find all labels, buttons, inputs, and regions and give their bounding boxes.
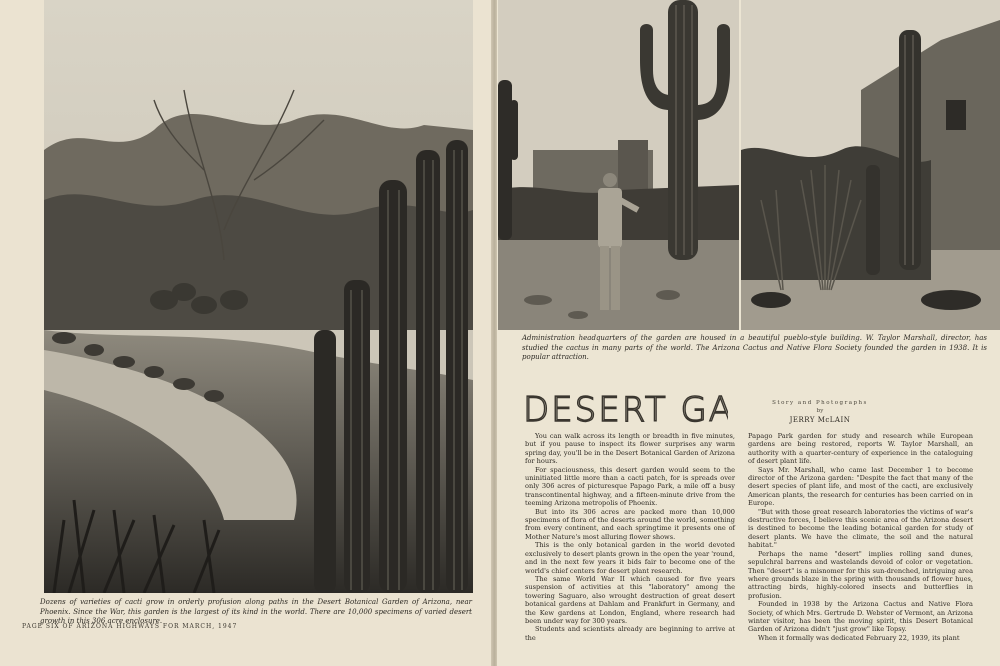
paragraph: Founded in 1938 by the Arizona Cactus and Native Flora Society, of which Mrs. Gertrude D. Webster of Vermont, an Arizona winter visitor, has been the moving spirit, this Desert Botanical Garden of Arizona didn't "just grow" like Topsy.	[748, 600, 973, 634]
article-title	[523, 385, 728, 429]
author-name: JERRY McLAIN	[789, 416, 851, 424]
paragraph: This is the only botanical garden in the world devoted exclusively to desert plants grown in the open the year 'round, and in the next few years it bids fair to become one of the world's chief centers for desert plant research.	[525, 541, 735, 575]
credit-by: by	[816, 408, 824, 414]
paragraph: Perhaps the name "desert" implies rolling sand dunes, sepulchral barrens and wastelands devoid of color or vegetation. Then "desert" is a misnomer for this sun-drenched, intriguing area where grounds blaze in the spring with thousands of flower hues, attracting birds, highly-colored insects and butterflies in profusion.	[748, 549, 973, 600]
paragraph: Students and scientists already are beginning to arrive at the	[525, 625, 735, 642]
paragraph: The same World War II which caused for five years suspension of activities at this "laboratory" among the towering Saguaro, also wrought destruction of great desert botanical gardens at Dahlam and Frankfurt in Germany, and the Kew gardens at London, England, where research had been under way for 300 years.	[525, 574, 735, 625]
paragraph: For spaciousness, this desert garden would seem to the uninitiated little more than a cacti patch, for is spreads over only 306 acres of picturesque Papago Park, a mile off a busy transcontinental highway, and a fifteen-minute drive from the teeming Arizona metropolis of Phoenix.	[525, 465, 735, 508]
paragraph: Says Mr. Marshall, who came last December 1 to become director of the Arizona garden: "Despite the fact that many of the desert species of plant life, and most of the cacti, are exclusively American plants, the research for centuries has been carried on in Europe.	[748, 465, 973, 508]
credit-line: Story and Photographs	[772, 400, 868, 406]
article-title-text: DESERT GA	[523, 390, 728, 429]
pueblo-photo-graphic	[741, 0, 1000, 330]
paragraph: "But with those great research laboratories the victims of war's destructive forces, I believe this scenic area of the Arizona desert is destined to become the leading botanical garden for study of desert plants. We have the climate, the soil and the natural habitat."	[748, 507, 973, 550]
page-folio: PAGE SIX OF ARIZONA HIGHWAYS FOR MARCH, 1947	[22, 623, 238, 630]
article-title-graphic	[523, 385, 728, 429]
right-photo-administration	[498, 0, 739, 330]
paragraph: But into its 306 acres are packed more than 10,000 specimens of flora of the deserts around the world, something from every continent, and each springtime it presents one of Mother Nature's most alluring flower shows.	[525, 507, 735, 541]
article-column-2	[748, 432, 973, 642]
right-photo-pueblo	[741, 0, 1000, 330]
left-photo-caption: Dozens of varieties of cacti grow in orderly profusion along paths in the Desert Botanical Garden of Arizona, near Phoenix. Since the War, this garden is the largest of its kind in the world. There are 10,000 specimens of varied desert growth in this 306 acre enclosure.	[40, 598, 472, 625]
paragraph: You can walk across its length or breadth in five minutes, but if you pause to inspect its flower surprises any warm spring day, you'll be in the Desert Botanical Garden of Arizona for hours.	[525, 432, 735, 466]
garden-photo-graphic	[44, 0, 473, 593]
administration-photo-graphic	[498, 0, 739, 330]
left-photo	[44, 0, 473, 593]
article-column-1	[525, 432, 735, 642]
paragraph: When it formally was dedicated February 22, 1939, its plant	[758, 633, 960, 642]
left-page	[0, 0, 492, 666]
paragraph: Papago Park garden for study and research while European gardens are being restored, reports W. Taylor Marshall, an authority with a quarter-century of experience in the cataloguing of desert plant life.	[748, 432, 973, 466]
right-photo-caption: Administration headquarters of the garden are housed in a beautiful pueblo-style building. W. Taylor Marshall, director, has studied the cactus in many parts of the world. The Arizona Cactus and Native Flora Society founded the garden in 1938. It is popular attraction.	[522, 334, 987, 361]
